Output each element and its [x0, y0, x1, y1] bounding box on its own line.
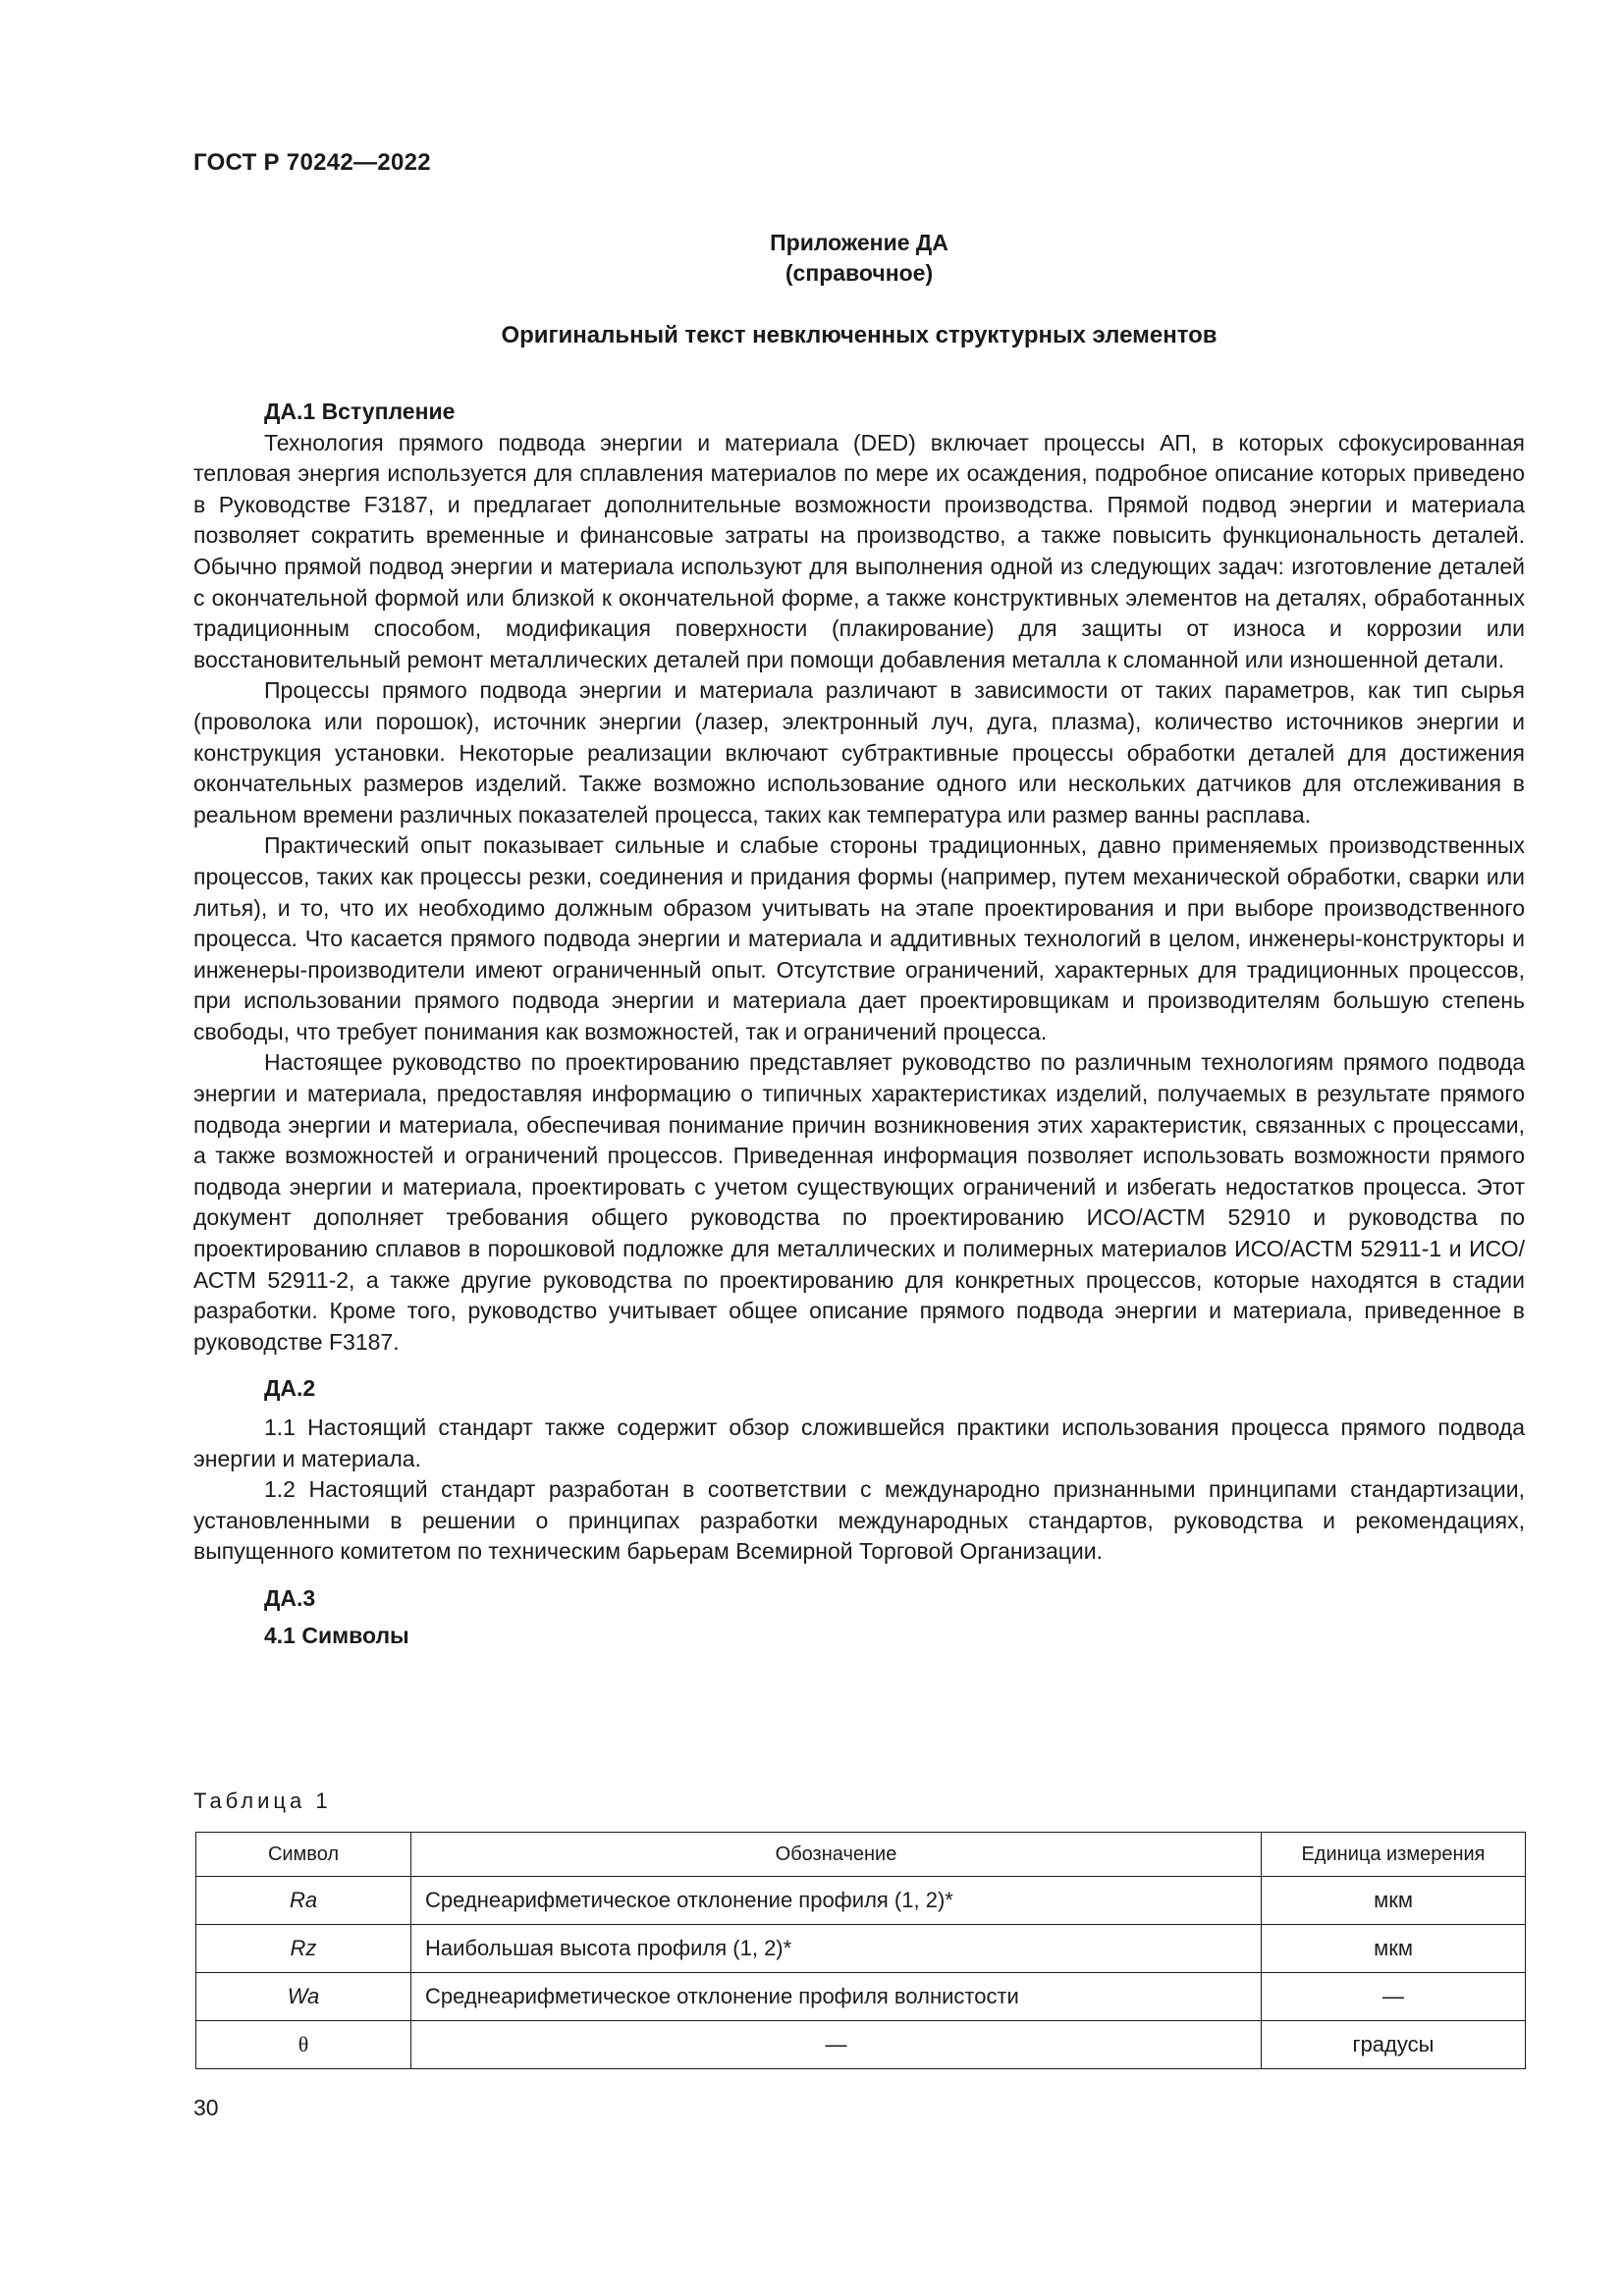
column-header: Обозначение [411, 1833, 1262, 1877]
table-row [196, 2021, 1526, 2069]
section-heading-da1: ДА.1 Вступление [264, 399, 456, 424]
annex-heading: Оригинальный текст невключенных структурных элементов [501, 322, 1218, 348]
paragraph: Технология прямого подвода энергии и материала (DED) включает процессы АП, в которых сфокусированная тепловая энергия используется для сплавления материалов по мере их осаждения, подробное описание которых приведено в Руководстве F3187, и предлагает дополнительные возможности производства. Прямой подвод энергии и материала позволяет сократить временные и финансовые затраты на производство, а также повысить функциональность деталей. Обычно прямой подвод энергии и материала используют для выполнения одной из следующих задач: изготовление деталей с окончательной формой или близкой к окончательной форме, а также конструктивных элементов на деталях, обработанных традиционным способом, модификация поверхности (плакирование) для защиты от износа и коррозии или восстановительный ремонт металлических деталей при помощи добавления металла к сломанной или изношенной детали. [193, 429, 1525, 672]
paragraph: Настоящее руководство по проектированию представляет руководство по различным технологиям прямого подвода энергии и материала, предоставляя информацию о типичных характеристиках изделий, получаемых в результате прямого подвода энергии и материала, обеспечивая понимание причин возникновения этих характеристик, связанных с процессами, а также возможностей и ограничений процессов. Приведенная информация позволяет использовать возможности прямого подвода энергии и материала, проектировать с учетом существующих ограничений и избегать недостатков процесса. Этот документ дополняет требования общего руководства по проектированию ИСО/АСТМ 52910 и руководства по проектированию сплавов в порошковой подложке для металлических и полимерных материалов ИСО/АСТМ 52911-1 и ИСО/АСТМ 52911-2, а также другие руководства по проектированию для конкретных процессов, которые находятся в стадии разработки. Кроме того, руководство учитывает общее описание прямого подвода энергии и материала, приведенное в руководстве F3187. [193, 1049, 1525, 1355]
annex-subtitle: (справочное) [785, 260, 934, 286]
designation-cell: Наибольшая высота профиля (1, 2)* [411, 1925, 1262, 1973]
paragraph: 1.1 Настоящий стандарт также содержит обзор сложившейся практики использования процесса прямого подвода энергии и материала. [193, 1415, 1525, 1471]
table-label: Таблица 1 [193, 1789, 332, 1813]
symbol-cell: Ra [196, 1877, 411, 1925]
subsection-heading-symbols: 4.1 Символы [264, 1622, 409, 1648]
symbol-cell: θ [196, 2021, 411, 2069]
column-header: Единица измерения [1262, 1833, 1526, 1877]
table-header-row [196, 1833, 1526, 1877]
symbol-cell: Rz [196, 1925, 411, 1973]
unit-cell: мкм [1262, 1925, 1526, 1973]
symbol-cell: Wa [196, 1973, 411, 2021]
designation-cell: Среднеарифметическое отклонение профиля волнистости [411, 1973, 1262, 2021]
paragraph: 1.2 Настоящий стандарт разработан в соответствии с международно признанными принципами стандартизации, установленными в решении о принципах разработки международных стандартов, руководства и рекомендациях, выпущенного комитетом по техническим барьерам Всемирной Торговой Организации. [193, 1476, 1525, 1565]
section-heading-da3: ДА.3 [264, 1584, 316, 1611]
table-row [196, 1973, 1526, 2021]
section-heading-da2: ДА.2 [264, 1375, 316, 1402]
standard-header: ГОСТ Р 70242—2022 [193, 149, 431, 176]
column-header: Символ [196, 1833, 411, 1877]
paragraph: Процессы прямого подвода энергии и материала различают в зависимости от таких параметров, как тип сырья (проволока или порошок), источник энергии (лазер, электронный луч, дуга, плазма), количество источников энергии и конструкция установки. Некоторые реализации включают субтрактивные процессы обработки деталей для достижения окончательных размеров изделий. Также возможно использование одного или нескольких датчиков для отслеживания в реальном времени различных показателей процесса, таких как температура или размер ванны расплава. [193, 677, 1525, 828]
symbols-table [195, 1832, 1526, 2069]
unit-cell: мкм [1262, 1877, 1526, 1925]
page-number: 30 [193, 2095, 219, 2120]
table-row [196, 1925, 1526, 1973]
designation-cell: Среднеарифметическое отклонение профиля (1, 2)* [411, 1877, 1262, 1925]
designation-cell: — [411, 2021, 1262, 2069]
paragraph: Практический опыт показывает сильные и слабые стороны традиционных, давно применяемых производственных процессов, таких как процессы резки, соединения и придания формы (например, путем механической обработки, сварки или литья), и то, что их необходимо должным образом учитывать на этапе проектирования и при выборе производственного процесса. Что касается прямого подвода энергии и материала и аддитивных технологий в целом, инженеры-конструкторы и инженеры-производители имеют ограниченный опыт. Отсутствие ограничений, характерных для традиционных процессов, при использовании прямого подвода энергии и материала дает проектировщикам и производителям большую степень свободы, что требует понимания как возможностей, так и ограничений процесса. [193, 832, 1525, 1044]
unit-cell: градусы [1262, 2021, 1526, 2069]
table-row [196, 1877, 1526, 1925]
annex-body [193, 397, 1525, 1651]
unit-cell: — [1262, 1973, 1526, 2021]
annex-title: Приложение ДА [770, 230, 948, 255]
